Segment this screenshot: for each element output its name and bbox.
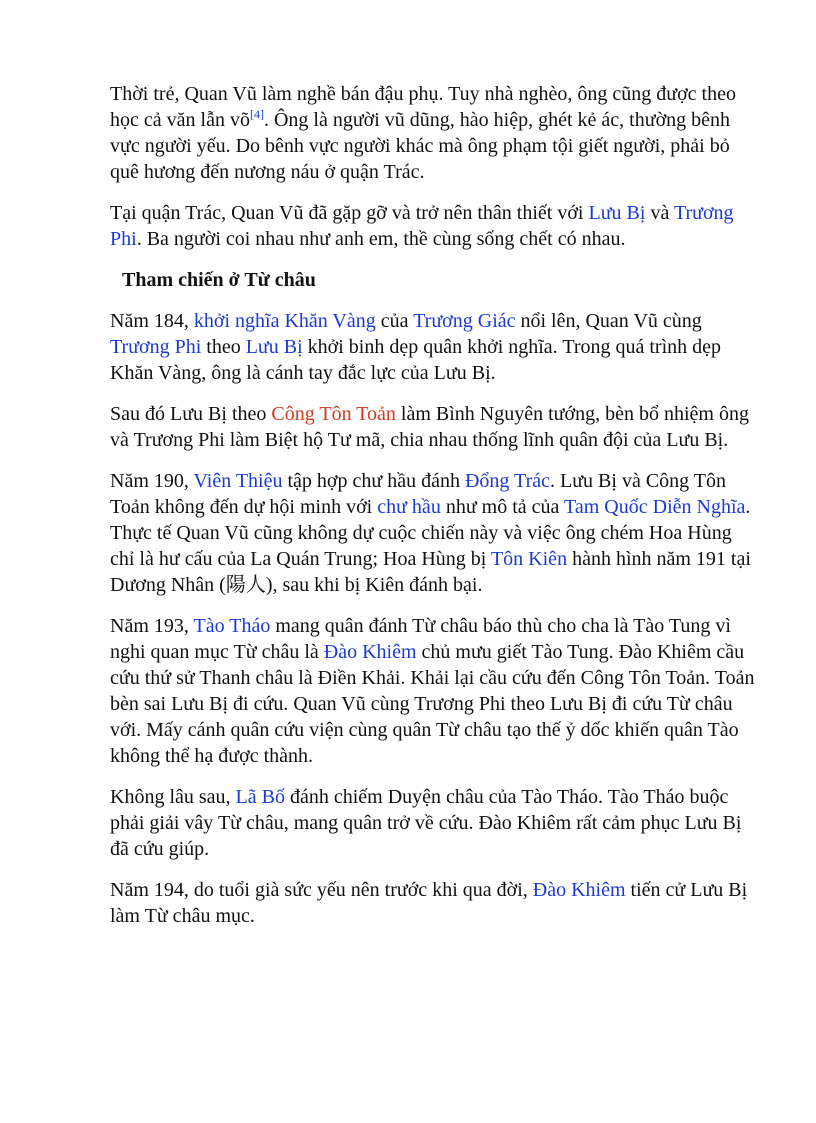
paragraph-oath <box>110 200 760 252</box>
link-vien-thieu[interactable]: Viên Thiệu <box>193 470 283 492</box>
text: . Ba người coi nhau như anh em, thề cùng sống chết có nhau. <box>136 228 626 250</box>
reference-link[interactable]: [4] <box>249 107 264 121</box>
text: nổi lên, Quan Vũ cùng <box>515 310 702 332</box>
section-heading: Tham chiến ở Từ châu <box>122 269 316 291</box>
text: . Thực tế Quan Vũ cũng không dự cuộc chiến này và việc ông chém Hoa Hùng chỉ là hư cấu của La Quán Trung; Hoa Hùng bị <box>110 496 751 570</box>
text: Năm 194, do tuổi già sức yếu nên trước khi qua đời, <box>110 879 533 901</box>
link-truong-giac[interactable]: Trương Giác <box>413 310 516 332</box>
link-truong-phi[interactable]: Trương Phi <box>110 202 734 250</box>
text: hành hình năm 191 tại Dương Nhân (陽人), sau khi bị Kiên đánh bại. <box>110 548 751 596</box>
document-page <box>110 81 760 944</box>
link-dao-khiem[interactable]: Đào Khiêm <box>532 879 626 901</box>
paragraph-la-bo <box>110 784 760 862</box>
text: Thời trẻ, Quan Vũ làm nghề bán đậu phụ. Tuy nhà nghèo, ông cũng được theo học cả văn lẫn võ <box>110 83 736 131</box>
link-luu-bi[interactable]: Lưu Bị <box>588 202 646 224</box>
paragraph-youth <box>110 81 760 185</box>
paragraph-190 <box>110 468 760 598</box>
link-tam-quoc-dien-nghia[interactable]: Tam Quốc Diễn Nghĩa <box>564 496 746 518</box>
text: mang quân đánh Từ châu báo thù cho cha là Tào Tung vì nghi quan mục Từ châu là <box>110 615 731 663</box>
link-dao-khiem[interactable]: Đào Khiêm <box>323 641 417 663</box>
text: theo <box>201 336 246 358</box>
text: chủ mưu giết Tào Tung. Đào Khiêm cầu cứu thứ sử Thanh châu là Điền Khải. Khải lại cầu cứu đến Công Tôn Toản. Toản bèn sai Lưu Bị đi cứu. Quan Vũ cùng Trương Phi theo Lưu Bị đi cứu Từ châu với. Mấy cánh quân cứu viện cùng quân Từ châu tạo thế ỷ dốc khiến quân Tào không thể hạ được thành. <box>110 641 755 767</box>
link-luu-bi[interactable]: Lưu Bị <box>245 336 303 358</box>
link-dong-trac[interactable]: Đổng Trác <box>464 470 550 492</box>
text: Năm 190, <box>110 470 194 492</box>
link-truong-phi[interactable]: Trương Phi <box>110 336 202 358</box>
link-la-bo[interactable]: Lã Bố <box>235 786 285 808</box>
text: Năm 193, <box>110 615 194 637</box>
text: đánh chiếm Duyện châu của Tào Tháo. Tào Tháo buộc phải giải vây Từ châu, mang quân trở về cứu. Đào Khiêm rất cảm phục Lưu Bị đã cứu giúp. <box>110 786 742 860</box>
text: và <box>645 202 674 224</box>
text: Sau đó Lưu Bị theo <box>110 403 272 425</box>
link-ton-kien[interactable]: Tôn Kiên <box>490 548 568 570</box>
text: của <box>375 310 414 332</box>
link-tao-thao[interactable]: Tào Tháo <box>193 615 271 637</box>
text: . Lưu Bị và Công Tôn Toản không đến dự hội minh với <box>110 470 727 518</box>
text: Năm 184, <box>110 310 194 332</box>
link-chu-hau[interactable]: chư hầu <box>377 496 441 518</box>
paragraph-184 <box>110 308 760 386</box>
text: khởi binh dẹp quân khởi nghĩa. Trong quá trình dẹp Khăn Vàng, ông là cánh tay đắc lực của Lưu Bị. <box>110 336 722 384</box>
text: . Ông là người vũ dũng, hào hiệp, ghét kẻ ác, thường bênh vực người yếu. Do bênh vực người khác mà ông phạm tội giết người, phải bỏ quê hương đến nương náu ở quận Trác. <box>110 109 731 183</box>
link-cong-ton-toan[interactable]: Công Tôn Toản <box>271 403 396 425</box>
paragraph-193 <box>110 613 760 769</box>
text: như mô tả của <box>440 496 565 518</box>
paragraph-cong-ton-toan <box>110 401 760 453</box>
text: Không lâu sau, <box>110 786 236 808</box>
text: Tại quận Trác, Quan Vũ đã gặp gỡ và trở nên thân thiết với <box>110 202 589 224</box>
paragraph-194 <box>110 877 760 929</box>
text: làm Bình Nguyên tướng, bèn bổ nhiệm ông và Trương Phi làm Biệt hộ Tư mã, chia nhau thống lĩnh quân đội của Lưu Bị. <box>110 403 749 451</box>
link-khoi-nghia-khan-vang[interactable]: khởi nghĩa Khăn Vàng <box>193 310 376 332</box>
text: tập hợp chư hầu đánh <box>282 470 465 492</box>
text: tiến cử Lưu Bị làm Từ châu mục. <box>110 879 748 927</box>
